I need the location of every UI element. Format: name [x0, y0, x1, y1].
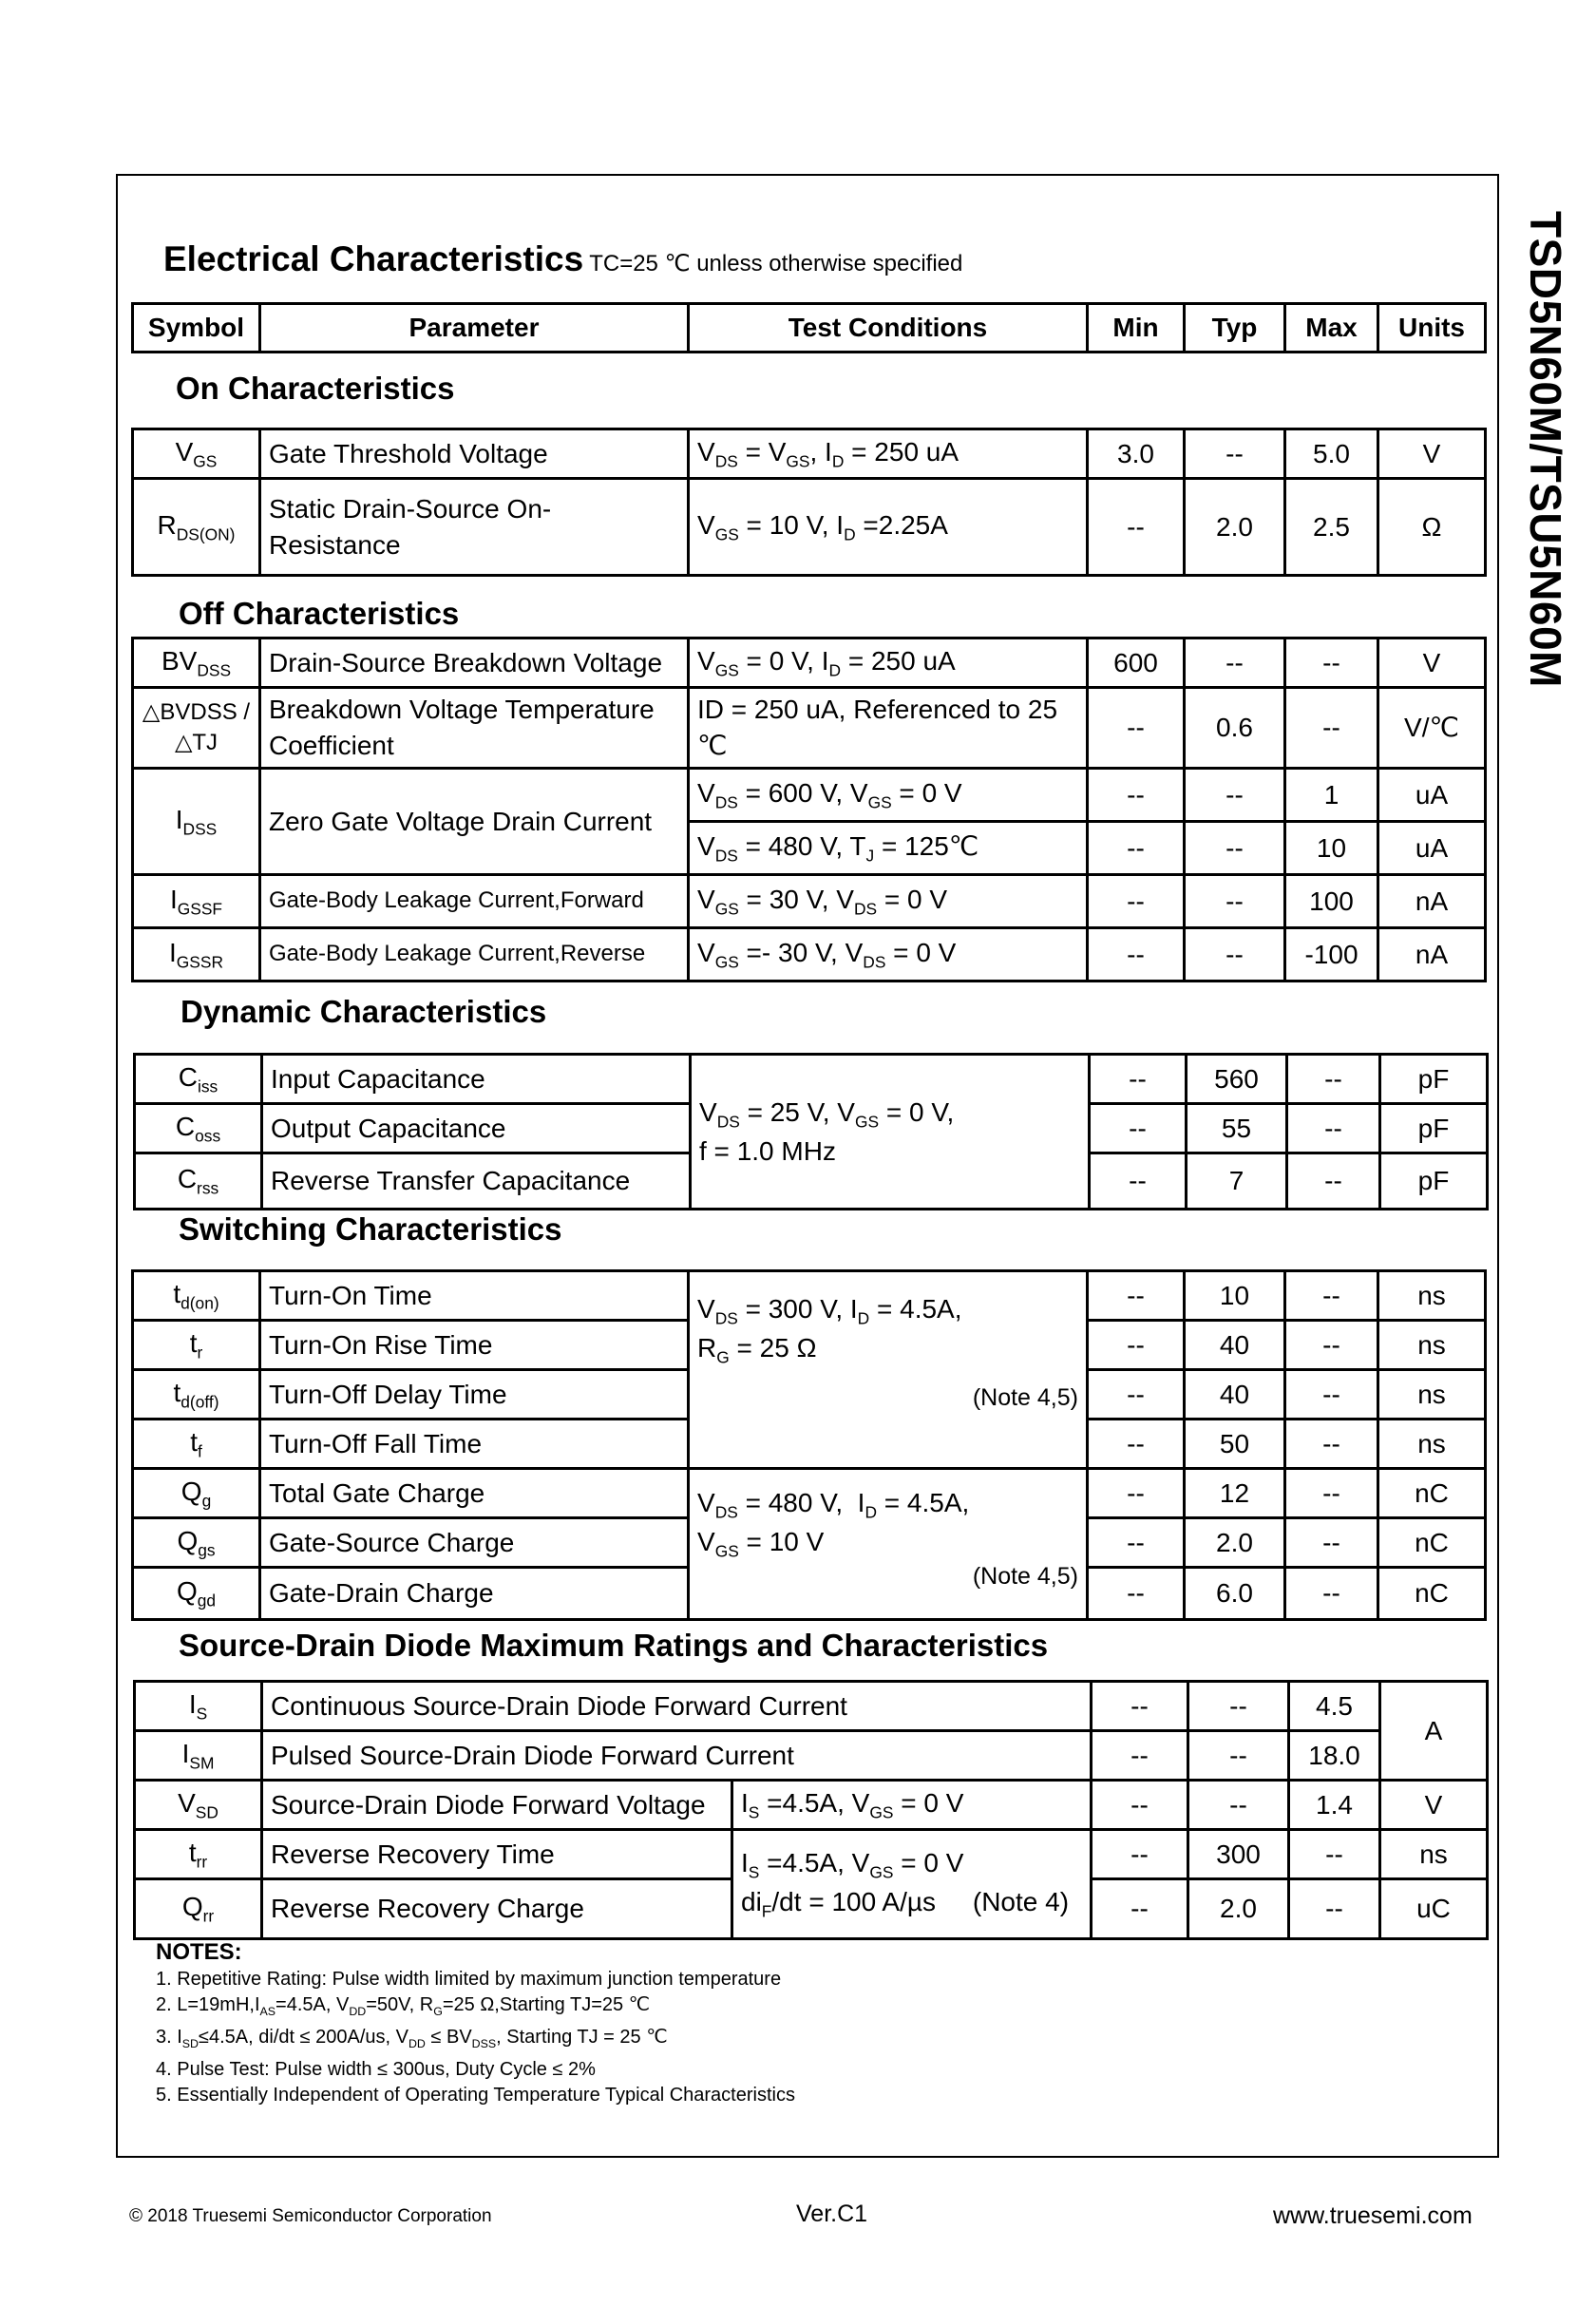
units-cell: uA [1378, 822, 1486, 875]
units-cell: pF [1380, 1055, 1488, 1104]
units-cell: A [1380, 1682, 1488, 1781]
parameter-cell: Gate-Source Charge [260, 1518, 689, 1568]
min-cell: -- [1090, 1104, 1187, 1153]
header-test-conditions: Test Conditions [689, 304, 1088, 353]
max-cell: 4.5 [1289, 1682, 1380, 1731]
min-cell: -- [1088, 479, 1185, 576]
parameter-cell: Turn-On Rise Time [260, 1321, 689, 1370]
parameter-cell: Reverse Recovery Charge [262, 1879, 732, 1939]
max-cell: -- [1289, 1830, 1380, 1879]
header-typ: Typ [1185, 304, 1285, 353]
table-row [133, 769, 1486, 822]
table-row [133, 638, 1486, 688]
max-cell: -100 [1285, 928, 1378, 981]
table-row [135, 1830, 1488, 1879]
typ-cell: -- [1185, 875, 1285, 928]
symbol-cell: $Q_{rr}$ [135, 1879, 262, 1939]
typ-cell: 0.6 [1185, 688, 1285, 769]
units-cell: Ω [1378, 479, 1486, 576]
max-cell: -- [1287, 1055, 1380, 1104]
units-cell: uA [1378, 769, 1486, 822]
parameter-cell: Pulsed Source-Drain Diode Forward Current [262, 1731, 1092, 1781]
max-cell: -- [1285, 1321, 1378, 1370]
side-part-number-text: TSD5N60M/TSU5N60M [1521, 211, 1570, 688]
symbol-cell: $Q_g$ [133, 1469, 260, 1518]
symbol-cell: $I_S$ [135, 1682, 262, 1731]
header-parameter: Parameter [260, 304, 689, 353]
parameter-cell: Turn-Off Delay Time [260, 1370, 689, 1420]
symbol-cell: $I_{SM}$ [135, 1731, 262, 1781]
typ-cell: -- [1185, 769, 1285, 822]
note-item: 5. Essentially Independent of Operating Temperature Typical Characteristics [156, 2085, 795, 2106]
typ-cell: -- [1188, 1682, 1289, 1731]
units-cell: nC [1378, 1518, 1486, 1568]
units-cell: nA [1378, 875, 1486, 928]
note-item: 4. Pulse Test: Pulse width ≤ 300us, Duty Cycle ≤ 2% [156, 2059, 596, 2080]
section-on-title: On Characteristics [176, 371, 455, 406]
typ-cell: 50 [1185, 1420, 1285, 1469]
max-cell: -- [1285, 1568, 1378, 1620]
units-cell: pF [1380, 1104, 1488, 1153]
units-cell: ns [1378, 1321, 1486, 1370]
symbol-cell: $V_{SD}$ [135, 1781, 262, 1830]
min-cell: -- [1088, 1321, 1185, 1370]
symbol-cell: $C_{oss}$ [135, 1104, 262, 1153]
page-title [163, 239, 962, 279]
symbol-cell: $I_{DSS}$ [133, 769, 260, 875]
section-off-title: Off Characteristics [179, 596, 460, 631]
units-cell: uC [1380, 1879, 1488, 1939]
typ-cell: -- [1185, 429, 1285, 479]
symbol-cell: $C_{iss}$ [135, 1055, 262, 1104]
min-cell: -- [1088, 1420, 1185, 1469]
typ-cell: 300 [1188, 1830, 1289, 1879]
min-cell: -- [1090, 1153, 1187, 1210]
parameter-cell: Turn-Off Fall Time [260, 1420, 689, 1469]
symbol-cell: $Q_{gs}$ [133, 1518, 260, 1568]
header-symbol: Symbol [133, 304, 260, 353]
parameter-cell: Static Drain-Source On-Resistance [260, 479, 689, 576]
footer-version: Ver.C1 [796, 2201, 868, 2227]
header-table [131, 302, 1487, 353]
units-cell: nC [1378, 1469, 1486, 1518]
units-cell: V [1378, 429, 1486, 479]
typ-cell: 560 [1187, 1055, 1287, 1104]
parameter-cell: Reverse Transfer Capacitance [262, 1153, 691, 1210]
units-cell: ns [1378, 1370, 1486, 1420]
conditions-cell: $V_{GS} = 10$ V, $I_D =2.25A$ [689, 479, 1088, 576]
max-cell: 2.5 [1285, 479, 1378, 576]
conditions-cell: $V_{DS} = 300$ V, $I_D = 4.5A$, $R_G = 25$ Ω (Note 4,5) [689, 1271, 1088, 1469]
typ-cell: -- [1188, 1781, 1289, 1830]
parameter-cell: Turn-On Time [260, 1271, 689, 1321]
symbol-cell: $t_f$ [133, 1420, 260, 1469]
min-cell: -- [1092, 1781, 1188, 1830]
table-row [133, 1469, 1486, 1518]
parameter-cell: Zero Gate Voltage Drain Current [260, 769, 689, 875]
parameter-cell: Breakdown Voltage Temperature Coefficient [260, 688, 689, 769]
typ-cell: -- [1185, 638, 1285, 688]
min-cell: -- [1088, 1271, 1185, 1321]
max-cell: -- [1285, 1469, 1378, 1518]
max-cell: 1 [1285, 769, 1378, 822]
typ-cell: 12 [1185, 1469, 1285, 1518]
conditions-cell: $V_{DS} = 600$ V, $V_{GS} = 0$ V [689, 769, 1088, 822]
max-cell: -- [1285, 1420, 1378, 1469]
max-cell: -- [1285, 1518, 1378, 1568]
conditions-cell: $V_{DS} = 480$ V, $I_D = 4.5A$, $V_{GS} = 10$ V (Note 4,5) [689, 1469, 1088, 1620]
units-cell: V/℃ [1378, 688, 1486, 769]
table-row [133, 1271, 1486, 1321]
note-item: 2. $L=19mH,I_{AS}=4.5A$, $V_{DD}=50V$, $R_G=25$ Ω,Starting TJ=25 ℃ [156, 1994, 651, 2018]
max-cell: 18.0 [1289, 1731, 1380, 1781]
page-title-text: Electrical Characteristics [163, 239, 584, 278]
min-cell: -- [1088, 928, 1185, 981]
symbol-cell: $t_r$ [133, 1321, 260, 1370]
conditions-cell: $V_{DS} = 480$ V, $T_J$ = 125℃ [689, 822, 1088, 875]
symbol-cell: $C_{rss}$ [135, 1153, 262, 1210]
off-table [131, 637, 1487, 982]
units-cell: pF [1380, 1153, 1488, 1210]
typ-cell: 10 [1185, 1271, 1285, 1321]
min-cell: -- [1090, 1055, 1187, 1104]
table-row [133, 429, 1486, 479]
parameter-cell: Source-Drain Diode Forward Voltage [262, 1781, 732, 1830]
table-row [135, 1055, 1488, 1104]
symbol-cell: $Q_{gd}$ [133, 1568, 260, 1620]
conditions-cell: $I_S =4.5A$, $V_{GS} = 0$ V $di_F/dt = 100$ A/µs (Note 4) [732, 1830, 1092, 1939]
side-part-number [1521, 211, 1596, 724]
typ-cell: 2.0 [1188, 1879, 1289, 1939]
max-cell: 1.4 [1289, 1781, 1380, 1830]
dynamic-table [133, 1053, 1489, 1210]
units-cell: ns [1378, 1271, 1486, 1321]
notes [156, 1938, 795, 2108]
table-row [133, 875, 1486, 928]
parameter-cell: Gate-Body Leakage Current,Reverse [260, 928, 689, 981]
conditions-cell: $V_{GS} = 0$ V, $I_D = 250$ uA [689, 638, 1088, 688]
min-cell: -- [1092, 1682, 1188, 1731]
on-table [131, 428, 1487, 577]
parameter-cell: Gate-Body Leakage Current,Forward [260, 875, 689, 928]
units-cell: V [1378, 638, 1486, 688]
conditions-cell: $V_{DS} = 25$ V, $V_{GS} = 0$ V, f = 1.0 MHz [691, 1055, 1090, 1210]
min-cell: -- [1088, 1370, 1185, 1420]
parameter-cell: Reverse Recovery Time [262, 1830, 732, 1879]
min-cell: 3.0 [1088, 429, 1185, 479]
conditions-cell: $V_{DS} = V_{GS}$, $I_D = 250$ uA [689, 429, 1088, 479]
conditions-cell: ID = 250 uA, Referenced to 25 ℃ [689, 688, 1088, 769]
symbol-cell: $V_{GS}$ [133, 429, 260, 479]
section-diode-title: Source-Drain Diode Maximum Ratings and Characteristics [179, 1628, 1049, 1663]
header-min: Min [1088, 304, 1185, 353]
max-cell: -- [1285, 638, 1378, 688]
page-title-condition: TC=25 ℃ unless otherwise specified [589, 251, 963, 276]
symbol-cell: △BVDSS / △TJ [133, 688, 260, 769]
switching-note-b: (Note 4,5) [972, 1563, 1078, 1591]
typ-cell: -- [1188, 1731, 1289, 1781]
units-cell: nA [1378, 928, 1486, 981]
symbol-cell: $I_{GSSF}$ [133, 875, 260, 928]
max-cell: -- [1287, 1153, 1380, 1210]
typ-cell: -- [1185, 822, 1285, 875]
min-cell: -- [1088, 822, 1185, 875]
max-cell: 5.0 [1285, 429, 1378, 479]
min-cell: -- [1088, 1568, 1185, 1620]
min-cell: -- [1092, 1830, 1188, 1879]
note-item: 1. Repetitive Rating: Pulse width limited by maximum junction temperature [156, 1969, 782, 1990]
conditions-cell: $I_S =4.5A$, $V_{GS} = 0$ V [732, 1781, 1092, 1830]
notes-title: NOTES: [156, 1939, 242, 1965]
header-units: Units [1378, 304, 1486, 353]
symbol-cell: $t_{d(off)}$ [133, 1370, 260, 1420]
min-cell: -- [1088, 1469, 1185, 1518]
max-cell: -- [1285, 688, 1378, 769]
min-cell: -- [1088, 875, 1185, 928]
max-cell: -- [1289, 1879, 1380, 1939]
diode-table [133, 1680, 1489, 1940]
typ-cell: 40 [1185, 1321, 1285, 1370]
parameter-cell: Continuous Source-Drain Diode Forward Current [262, 1682, 1092, 1731]
max-cell: 10 [1285, 822, 1378, 875]
units-cell: V [1380, 1781, 1488, 1830]
units-cell: ns [1380, 1830, 1488, 1879]
section-dynamic-title: Dynamic Characteristics [180, 994, 547, 1029]
table-row [135, 1781, 1488, 1830]
typ-cell: 6.0 [1185, 1568, 1285, 1620]
min-cell: -- [1088, 769, 1185, 822]
min-cell: -- [1092, 1731, 1188, 1781]
footer-copyright: © 2018 Truesemi Semiconductor Corporation [129, 2206, 492, 2226]
parameter-cell: Drain-Source Breakdown Voltage [260, 638, 689, 688]
table-row [133, 479, 1486, 576]
diode-note: (Note 4) [972, 1887, 1070, 1916]
table-row [133, 688, 1486, 769]
conditions-cell: $V_{GS} =- 30$ V, $V_{DS} = 0$ V [689, 928, 1088, 981]
conditions-cell: $V_{GS} = 30$ V, $V_{DS} = 0$ V [689, 875, 1088, 928]
parameter-cell: Input Capacitance [262, 1055, 691, 1104]
parameter-cell: Gate Threshold Voltage [260, 429, 689, 479]
table-row [135, 1731, 1488, 1781]
typ-cell: 55 [1187, 1104, 1287, 1153]
footer-website: www.truesemi.com [1273, 2202, 1472, 2229]
max-cell: -- [1285, 1271, 1378, 1321]
section-switching-title: Switching Characteristics [179, 1211, 562, 1247]
typ-cell: 2.0 [1185, 1518, 1285, 1568]
symbol-cell: $I_{GSSR}$ [133, 928, 260, 981]
parameter-cell: Total Gate Charge [260, 1469, 689, 1518]
max-cell: -- [1287, 1104, 1380, 1153]
table-row [135, 1682, 1488, 1731]
symbol-cell: $t_{d(on)}$ [133, 1271, 260, 1321]
symbol-cell: $R_{DS(ON)}$ [133, 479, 260, 576]
typ-cell: 40 [1185, 1370, 1285, 1420]
typ-cell: 2.0 [1185, 479, 1285, 576]
min-cell: -- [1092, 1879, 1188, 1939]
switching-note-a: (Note 4,5) [972, 1384, 1078, 1412]
symbol-cell: $BV_{DSS}$ [133, 638, 260, 688]
max-cell: -- [1285, 1370, 1378, 1420]
typ-cell: -- [1185, 928, 1285, 981]
min-cell: -- [1088, 688, 1185, 769]
parameter-cell: Gate-Drain Charge [260, 1568, 689, 1620]
units-cell: nC [1378, 1568, 1486, 1620]
header-max: Max [1285, 304, 1378, 353]
parameter-cell: Output Capacitance [262, 1104, 691, 1153]
note-item: 3. $I_{SD}\le 4.5A$, di/dt ≤ 200A/us, $V_{DD} \le BV_{DSS}$, Starting TJ = 25 ℃ [156, 2027, 668, 2050]
min-cell: -- [1088, 1518, 1185, 1568]
table-row [133, 928, 1486, 981]
symbol-cell: $t_{rr}$ [135, 1830, 262, 1879]
typ-cell: 7 [1187, 1153, 1287, 1210]
min-cell: 600 [1088, 638, 1185, 688]
switching-table [131, 1269, 1487, 1621]
units-cell: ns [1378, 1420, 1486, 1469]
max-cell: 100 [1285, 875, 1378, 928]
